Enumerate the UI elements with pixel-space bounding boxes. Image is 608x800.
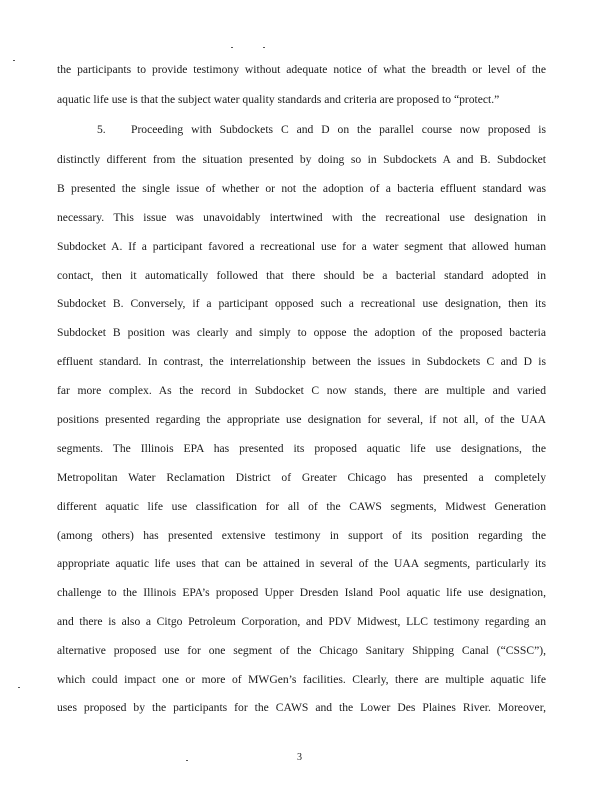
text-line: different aquatic life use classification for all of the CAWS segments, Midwest Generation (57, 500, 546, 513)
text-line: far more complex. As the record in Subdocket C now stands, there are multiple and varied (57, 384, 546, 397)
text-line: challenge to the Illinois EPA’s proposed Upper Dresden Island Pool aquatic life use designation, (57, 586, 546, 599)
text-line: the participants to provide testimony without adequate notice of what the breadth or level of the (57, 63, 546, 76)
text-line: alternative proposed use for one segment of the Chicago Sanitary Shipping Canal (“CSSC”), (57, 644, 546, 657)
text-line: and there is also a Citgo Petroleum Corporation, and PDV Midwest, LLC testimony regarding an (57, 615, 546, 628)
text-line: distinctly different from the situation presented by doing so in Subdockets A and B. Subdocket (57, 153, 546, 166)
text-line: Proceeding with Subdockets C and D on the parallel course now proposed is (131, 123, 546, 136)
scan-speck (13, 60, 15, 61)
text-line: Metropolitan Water Reclamation District of Greater Chicago has presented a completely (57, 471, 546, 484)
text-line: necessary. This issue was unavoidably intertwined with the recreational use designation in (57, 211, 546, 224)
text-line: which could impact one or more of MWGen’s facilities. Clearly, there are multiple aquatic life (57, 673, 546, 686)
text-line: contact, then it automatically followed that there should be a bacterial standard adopted in (57, 269, 546, 282)
paragraph-number: 5. (97, 123, 106, 136)
text-line: appropriate aquatic life uses that can be attained in several of the UAA segments, particularly its (57, 557, 546, 570)
scan-speck (231, 47, 233, 48)
text-line: (among others) has presented extensive testimony in support of its position regarding the (57, 529, 546, 542)
text-line: B presented the single issue of whether or not the adoption of a bacteria effluent standard was (57, 182, 546, 195)
text-line: uses proposed by the participants for the CAWS and the Lower Des Plaines River. Moreover, (57, 701, 546, 714)
scan-speck (263, 47, 265, 48)
page-number: 3 (297, 752, 302, 763)
text-line: Subdocket B. Conversely, if a participant opposed such a recreational use designation, then its (57, 297, 546, 310)
scan-speck (186, 760, 188, 761)
text-line: effluent standard. In contrast, the interrelationship between the issues in Subdockets C and D is (57, 355, 546, 368)
text-line: positions presented regarding the appropriate use designation for several, if not all, of the UAA (57, 413, 546, 426)
scan-speck (18, 687, 20, 688)
text-line: Subdocket B position was clearly and simply to oppose the adoption of the proposed bacteria (57, 326, 546, 339)
text-line: Subdocket A. If a participant favored a recreational use for a water segment that allowed human (57, 240, 546, 253)
text-line: aquatic life use is that the subject water quality standards and criteria are proposed to “protect.” (57, 93, 500, 106)
text-line: segments. The Illinois EPA has presented its proposed aquatic life use designations, the (57, 442, 546, 455)
